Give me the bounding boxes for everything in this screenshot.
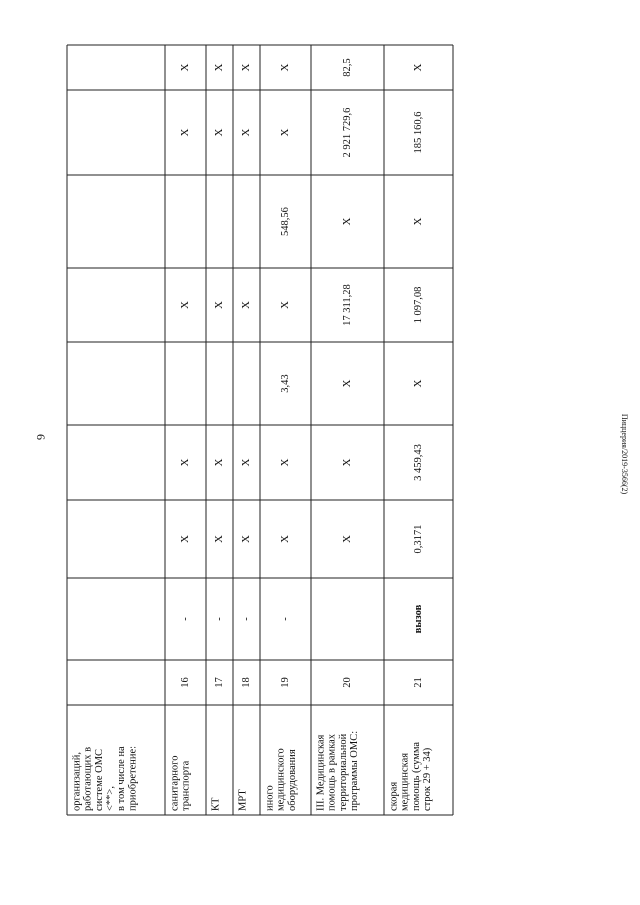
row-label-line: скорая bbox=[388, 781, 400, 811]
value-cell: 3 459,43 bbox=[412, 444, 424, 481]
row-number: 19 bbox=[279, 677, 291, 688]
document-stamp: Пиццерия/2019-3566(2) bbox=[620, 413, 629, 495]
unit-cell: - bbox=[240, 617, 252, 621]
value-cell: X bbox=[240, 535, 253, 543]
value-cell: X bbox=[279, 301, 292, 309]
value-cell: X bbox=[179, 535, 192, 543]
value-cell: X bbox=[240, 128, 253, 137]
row-label-line: оборудования bbox=[286, 749, 298, 811]
row-label-line: помощь (сумма bbox=[410, 741, 422, 811]
row-number: 20 bbox=[341, 677, 353, 688]
value-cell: X bbox=[412, 63, 425, 72]
value-cell: X bbox=[279, 535, 292, 543]
value-cell: X bbox=[213, 63, 226, 72]
value-cell: X bbox=[341, 535, 354, 543]
value-cell: X bbox=[412, 217, 425, 226]
row-label-line: приобретение: bbox=[127, 745, 139, 811]
row-label-line: медицинского bbox=[275, 748, 287, 811]
value-cell: 0,3171 bbox=[412, 524, 424, 554]
row-number: 16 bbox=[179, 677, 191, 688]
value-cell: 82,5 bbox=[341, 58, 353, 77]
row-label-line: медицинская bbox=[399, 752, 411, 811]
value-cell: X bbox=[341, 458, 354, 467]
row-label-line: транспорта bbox=[180, 760, 192, 811]
row-label-line: III. Медицинская bbox=[315, 734, 327, 811]
row-label-line: программы ОМС: bbox=[349, 730, 361, 811]
row-number: 17 bbox=[213, 677, 225, 688]
value-cell: X bbox=[279, 458, 292, 467]
row-label-line: помощь в рамках bbox=[326, 733, 338, 811]
row-number: 18 bbox=[240, 677, 252, 688]
value-cell: X bbox=[240, 301, 253, 309]
row-label-line: МРТ bbox=[237, 789, 249, 811]
row-label-line: организаций, bbox=[71, 752, 83, 811]
value-cell: X bbox=[179, 458, 192, 467]
row-label-line: <**>, bbox=[105, 786, 117, 811]
value-cell: X bbox=[240, 458, 253, 467]
row-label-line: в том числе на bbox=[116, 746, 128, 811]
page-number: 6 bbox=[34, 434, 48, 440]
value-cell: 1 097,08 bbox=[412, 286, 424, 324]
value-cell: 185 160,6 bbox=[412, 111, 424, 154]
value-cell: X bbox=[213, 128, 226, 137]
row-label-line: санитарного bbox=[169, 755, 181, 811]
value-cell: X bbox=[213, 535, 226, 543]
value-cell: X bbox=[213, 301, 226, 309]
value-cell: 17 311,28 bbox=[341, 284, 353, 326]
value-cell: X bbox=[341, 379, 354, 388]
value-cell: X bbox=[179, 128, 192, 137]
value-cell: X bbox=[412, 379, 425, 388]
value-cell: X bbox=[179, 301, 192, 309]
row-label-line: территориальной bbox=[337, 733, 349, 811]
value-cell: X bbox=[179, 63, 192, 72]
unit-cell: вызов bbox=[412, 604, 424, 634]
value-cell: X bbox=[279, 128, 292, 137]
unit-cell: - bbox=[213, 617, 225, 621]
value-cell: X bbox=[279, 63, 292, 72]
row-label-line: работающих в bbox=[82, 746, 94, 811]
row-label-line: КТ bbox=[210, 797, 222, 811]
value-cell: X bbox=[213, 458, 226, 467]
value-cell: X bbox=[341, 217, 354, 226]
value-cell: X bbox=[240, 63, 253, 72]
unit-cell: - bbox=[279, 617, 291, 621]
row-number: 21 bbox=[412, 677, 424, 688]
value-cell: 548,56 bbox=[279, 207, 291, 236]
row-label-line: строк 29 + 34) bbox=[422, 747, 434, 811]
value-cell: 3,43 bbox=[279, 374, 291, 393]
unit-cell: - bbox=[179, 617, 191, 621]
value-cell: 2 921 729,6 bbox=[341, 107, 353, 158]
row-label-line: системе ОМС bbox=[93, 748, 105, 811]
row-label-line: иного bbox=[264, 785, 276, 811]
